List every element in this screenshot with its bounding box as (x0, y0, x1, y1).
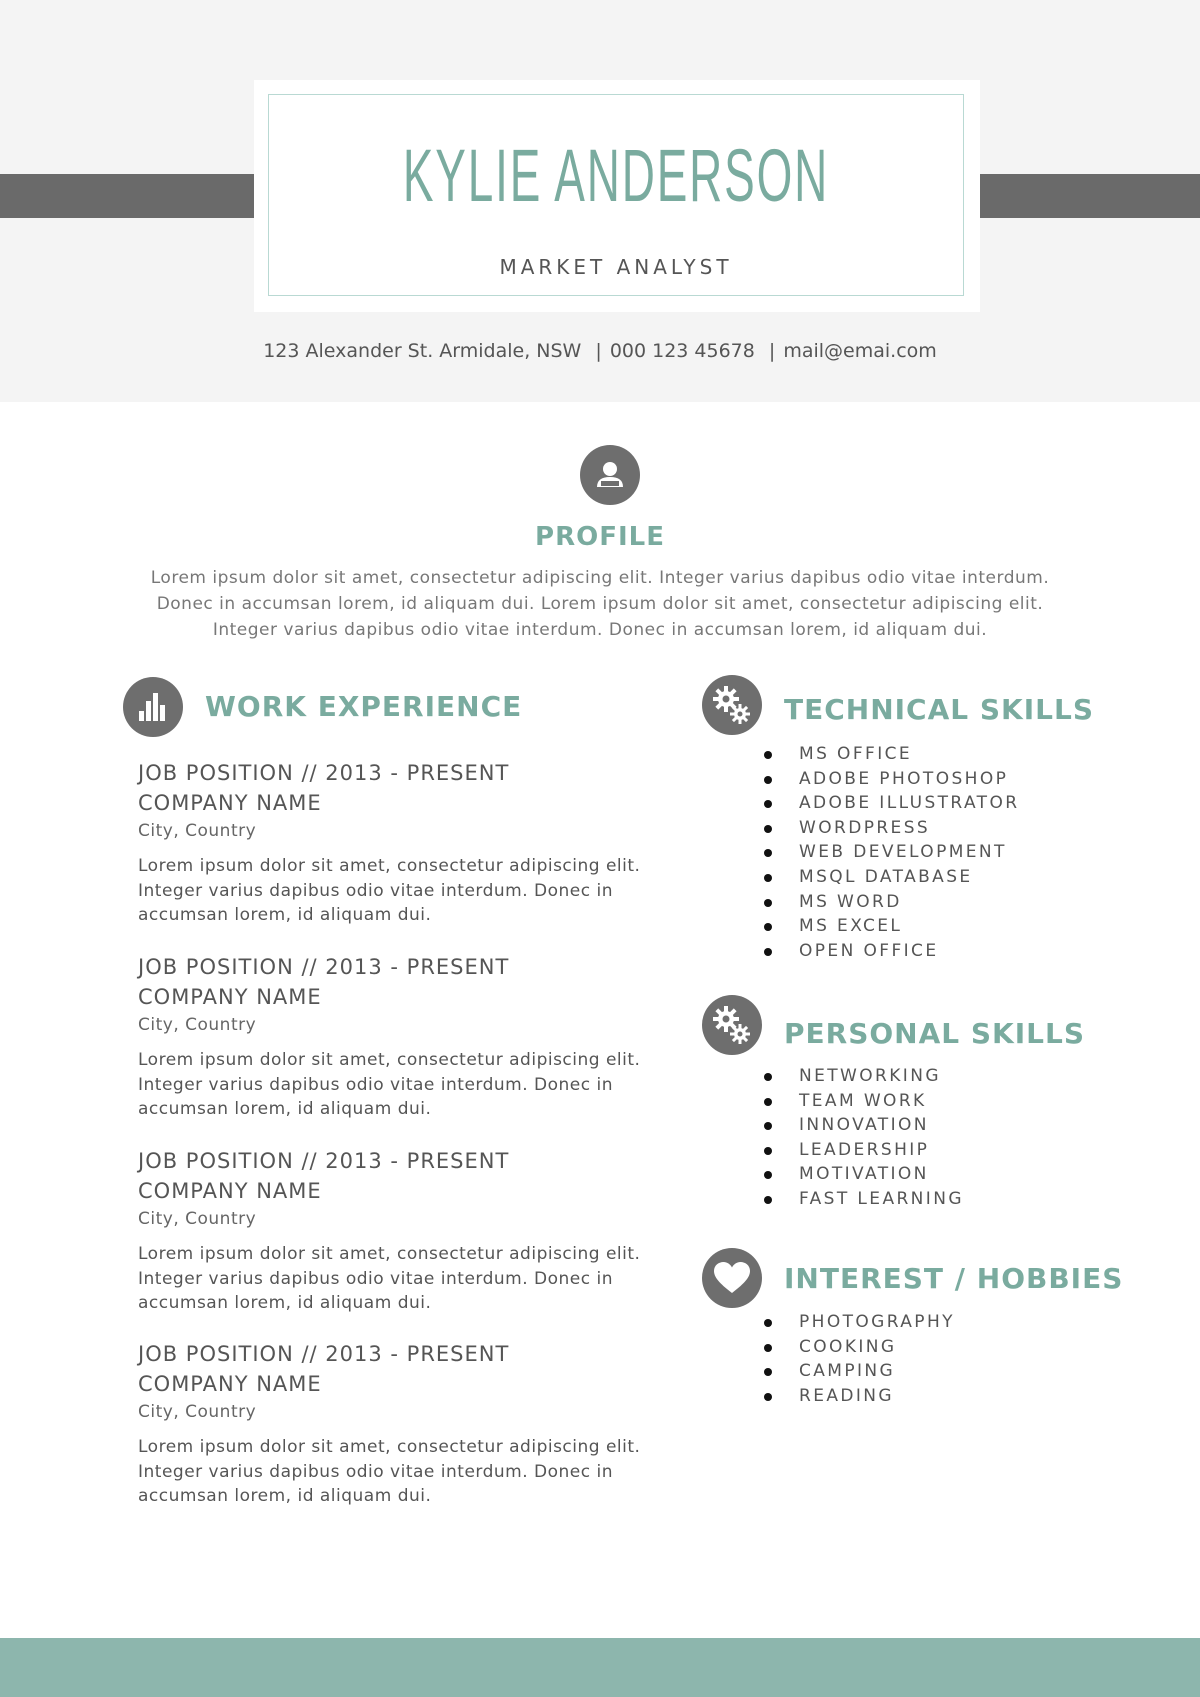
list-item: WEB DEVELOPMENT (762, 840, 1019, 865)
list-item: MOTIVATION (762, 1162, 964, 1187)
list-item: READING (762, 1384, 955, 1409)
contact-line (0, 340, 1200, 362)
gears-icon (702, 995, 762, 1055)
list-item: MS WORD (762, 890, 1019, 915)
job-location: City, Country (138, 1402, 257, 1422)
job-company: COMPANY NAME (138, 1372, 322, 1396)
job-company: COMPANY NAME (138, 1179, 322, 1203)
name-card (254, 80, 980, 312)
list-item: NETWORKING (762, 1064, 964, 1089)
list-item: ADOBE ILLUSTRATOR (762, 791, 1019, 816)
job-description: Lorem ipsum dolor sit amet, consectetur adipiscing elit. Integer varius dapibus odio vitae interdum. Donec in accumsan lorem, id aliquam dui. (138, 1437, 641, 1506)
list-item: LEADERSHIP (762, 1138, 964, 1163)
footer-band (0, 1638, 1200, 1697)
list-item: COOKING (762, 1335, 955, 1360)
name-card-frame (268, 94, 964, 296)
technical-skills-heading: TECHNICAL SKILLS (784, 693, 1094, 726)
candidate-name: KYLIE ANDERSON (402, 134, 830, 217)
gears-icon (702, 675, 762, 735)
job-position: JOB POSITION // 2013 - PRESENT (138, 955, 510, 979)
bar-chart-icon (123, 677, 183, 737)
job-company: COMPANY NAME (138, 985, 322, 1009)
person-icon (580, 445, 640, 505)
list-item: PHOTOGRAPHY (762, 1310, 955, 1335)
list-item: CAMPING (762, 1359, 955, 1384)
job-entry (138, 1339, 668, 1509)
contact-email: mail@emai.com (783, 340, 937, 362)
list-item: OPEN OFFICE (762, 939, 1019, 964)
contact-phone: 000 123 45678 (609, 340, 755, 362)
job-location: City, Country (138, 821, 257, 841)
work-experience-heading: WORK EXPERIENCE (205, 690, 523, 723)
contact-separator: | (768, 340, 776, 362)
job-description: Lorem ipsum dolor sit amet, consectetur adipiscing elit. Integer varius dapibus odio vitae interdum. Donec in accumsan lorem, id aliquam dui. (138, 1050, 641, 1119)
list-item: FAST LEARNING (762, 1187, 964, 1212)
job-location: City, Country (138, 1209, 257, 1229)
contact-separator: | (595, 340, 602, 362)
job-company: COMPANY NAME (138, 791, 322, 815)
job-description: Lorem ipsum dolor sit amet, consectetur adipiscing elit. Integer varius dapibus odio vitae interdum. Donec in accumsan lorem, id aliquam dui. (138, 856, 641, 925)
candidate-title: MARKET ANALYST (499, 255, 733, 279)
list-item: MSQL DATABASE (762, 865, 1019, 890)
job-entry (138, 952, 668, 1122)
list-item: MS OFFICE (762, 742, 1019, 767)
profile-summary: Lorem ipsum dolor sit amet, consectetur adipiscing elit. Integer varius dapibus odio vitae interdum. Donec in accumsan lorem, id aliquam dui. Lorem ipsum dolor sit amet, consectetur adipiscing elit. Integer varius dapibus odio vitae interdum. Donec in accumsan lorem, id aliquam dui. (150, 568, 1050, 640)
list-item: INNOVATION (762, 1113, 964, 1138)
profile-heading: PROFILE (535, 522, 665, 552)
job-description: Lorem ipsum dolor sit amet, consectetur adipiscing elit. Integer varius dapibus odio vitae interdum. Donec in accumsan lorem, id aliquam dui. (138, 1244, 641, 1313)
job-position: JOB POSITION // 2013 - PRESENT (138, 761, 510, 785)
contact-address: 123 Alexander St. Armidale, NSW (263, 340, 582, 362)
interests-hobbies-heading: INTEREST / HOBBIES (784, 1262, 1124, 1295)
personal-skills-heading: PERSONAL SKILLS (784, 1017, 1086, 1050)
list-item: ADOBE PHOTOSHOP (762, 767, 1019, 792)
hobbies-list (762, 1310, 955, 1408)
job-entry (138, 758, 668, 928)
job-location: City, Country (138, 1015, 257, 1035)
heart-icon (702, 1248, 762, 1308)
list-item: TEAM WORK (762, 1089, 964, 1114)
list-item: WORDPRESS (762, 816, 1019, 841)
job-position: JOB POSITION // 2013 - PRESENT (138, 1342, 510, 1366)
technical-skills-list (762, 742, 1019, 963)
list-item: MS EXCEL (762, 914, 1019, 939)
personal-skills-list (762, 1064, 964, 1212)
job-entry (138, 1146, 668, 1316)
job-position: JOB POSITION // 2013 - PRESENT (138, 1149, 510, 1173)
